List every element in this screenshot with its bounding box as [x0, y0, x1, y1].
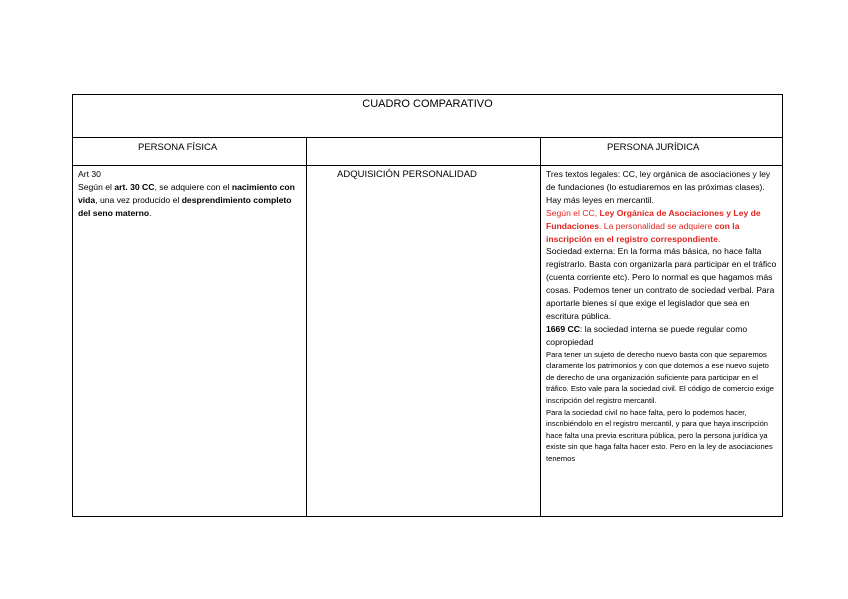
row-label: ADQUISICIÓN PERSONALIDAD: [337, 169, 477, 180]
table-title-cell: [73, 95, 783, 138]
header-middle-label: [307, 138, 540, 142]
header-persona-juridica: [541, 138, 783, 166]
juridica-intro: Tres textos legales: CC, ley orgánica de asociaciones y ley de fundaciones (lo estudiaremos en las próximas clases). Hay más leyes en mercantil.: [546, 169, 771, 205]
cell-row-label: [307, 166, 541, 517]
fisica-art: Art 30: [78, 169, 101, 179]
juridica-sociedad-externa: Sociedad externa: En la forma más básica, no hace falta registrarlo. Basta con organizarla para participar en el tráfico (cuenta corriente etc). Pero lo normal es que hagamos más cosas. Podemos tener un contrato de sociedad verbal. Para aportarle bienes sí que exige el legislador que sea en escritura pública.: [546, 246, 777, 321]
juridica-paragraph-sociedad-civil: Para la sociedad civil no hace falta, pero lo podemos hacer, inscribiéndolo en el registro mercantil, y para que haya inscripción hace falta una previa escritura pública, pero la persona jurídica ya existe sin que haga falta hacer esto. Pero en la ley de asociaciones tenemos: [546, 407, 773, 464]
cell-persona-juridica: [541, 166, 783, 517]
fisica-text: Según el art. 30 CC, se adquiere con el nacimiento con vida, una vez producido el desprendimiento completo del seno materno.: [78, 182, 295, 218]
comparison-table: [72, 94, 783, 517]
juridica-sociedad-interna: 1669 CC: la sociedad interna se puede regular como copropiedad: [546, 323, 748, 347]
header-middle: [307, 138, 541, 166]
header-left-label: PERSONA FÍSICA: [138, 142, 218, 153]
juridica-red-paragraph: Según el CC, Ley Orgánica de Asociaciones y Ley de Fundaciones. La personalidad se adquiere con la inscripción en el registro correspondiente.: [546, 207, 761, 244]
juridica-paragraph-patrimonios: Para tener un sujeto de derecho nuevo basta con que separemos claramente los patrimonios y con que dotemos a ese nuevo sujeto de derecho de una organización suficiente para participar en el tráfico. Esto vale para la sociedad civil. El código de comercio exige inscripción del registro mercantil.: [546, 349, 774, 406]
table-title: CUADRO COMPARATIVO: [362, 98, 493, 110]
cell-persona-fisica: [73, 166, 307, 517]
header-persona-fisica: [73, 138, 307, 166]
header-right-label: PERSONA JURÍDICA: [607, 142, 700, 153]
